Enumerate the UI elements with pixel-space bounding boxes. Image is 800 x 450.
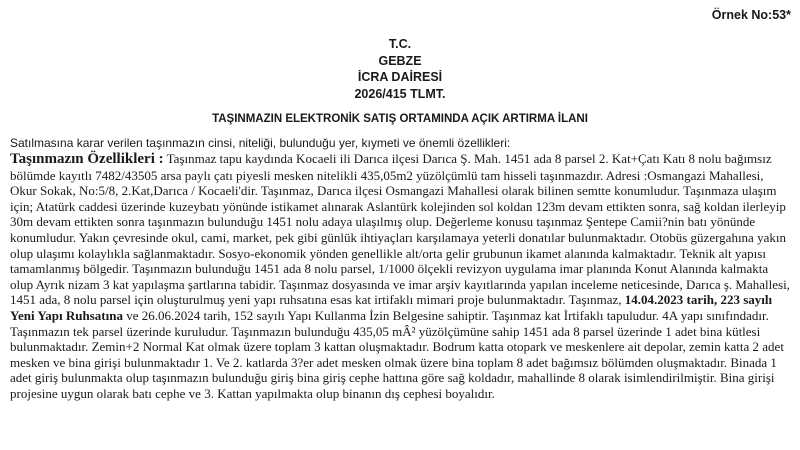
- document-header: [0, 36, 800, 102]
- sample-number: Örnek No:53*: [711, 8, 791, 22]
- header-line-file-no: 2026/415 TLMT.: [354, 86, 446, 101]
- permit-highlight: 14.04.2023 tarih, 223 sayılı Yeni Yapı Ruhsatına: [10, 292, 773, 323]
- intro-text: Satılmasına karar verilen taşınmazın cinsi, niteliği, bulunduğu yer, kıymeti ve önemli özellikleri:: [10, 136, 511, 150]
- document-title: TAŞINMAZIN ELEKTRONİK SATIŞ ORTAMINDA AÇIK ARTIRMA İLANI: [212, 113, 588, 125]
- header-line-city: GEBZE: [378, 53, 422, 68]
- description-part-1: Taşınmaz tapu kaydında Kocaeli ili Darıca ilçesi Darıca Ş. Mah. 1451 ada 8 parsel 2. Kat+Çatı Katı 8 nolu bağımsız bölümde kayıtlı 7482/43505 arsa paylı çatı piyesli mesken nitelikli 435,05m2 yüzölçümlü tam hisseli taşınmazdır. Adresi :Osmangazi Mahallesi, Okur Sokak, No:5/8, 2.Kat,Darıca / Kocaeli'dir. Taşınmaz, Darıca ilçesi Osmangazi Mahallesi olarak bilinen semtte konumludur. Taşınmaza ulaşım için; Atatürk caddesi üzerinde kuzeybatı yönünde istikamet alınarak Aslantürk kolejinden sol koldan 123m devam ettikten sonra, sağ koldan ilerleyip 30m devam ettikten sonra taşınmazın bulunduğu 1451 nolu adaya ulaşılmış olup. Değerleme konusu taşınmaz Şentepe Camii?nin batı yönünde konumludur. Yakın çevresinde okul, cami, market, pek gibi günlük ihtiyaçları karşılamaya yeterli donatılar bulunmaktadır. Otobüs güzergahına yakın olup ulaşımı kolaylıkla sağlanmaktadır. Sosyo-ekonomik yönden genellikle alt/orta gelir grubunun ikamet alanında kalmaktadır. Teknik alt yapısı tamamlanmış bölgedir. Taşınmazın bulunduğu 1451 ada 8 nolu parsel, 1/1000 ölçekli revizyon uygulama imar planında Konut Alanında kalmakta olup Ayrık nizam 3 kat yapılaşma şartlarına tabidir. Taşınmaz dosyasında ve imar arşiv kayıtlarında yapılan inceleme neticesinde, Darıca ş. Mahallesi, 1451 ada, 8 nolu parsel için oluşturulmuş yeni yapı ruhsatına esas kat irtifaklı mimari proje bulunmaktadır. Taşınmaz,: [10, 151, 790, 308]
- property-description: [10, 151, 792, 402]
- header-line-tc: T.C.: [388, 37, 412, 51]
- features-label: Taşınmazın Özellikleri :: [10, 151, 164, 167]
- header-line-office: İCRA DAİRESİ: [357, 70, 443, 84]
- description-part-2: ve 26.06.2024 tarih, 152 sayılı Yapı Kullanma İzin Belgesine sahiptir. Taşınmaz kat İrtifaklı tapuludur. 4A yapı sınıfındadır. Taşınmazın tek parsel üzerinde kuruludur. Taşınmazın bulunduğu 435,05 mÂ² yüzölçümüne sahip 1451 ada 8 parsel üzerinde 1 adet bina kütlesi bulunmaktadır. Zemin+2 Normal Kat olmak üzere toplam 3 kattan oluşmaktadır. Bodrum katta otopark ve meskenlere ait depolar, zemin katta 2 adet mesken ve bina girişi bulunmaktadır 1. Ve 2. katlarda 3?er adet mesken olmak üzere bina toplam 8 adet bağımsız bölümden oluşmaktadır. Binada 1 adet giriş bulunmakta olup taşınmazın bulunduğu giriş bina giriş cephe hattına göre sağ koldadır, mahallinde 8 olarak isimlendirilmiştir. Bina girişi projesine uygun olarak batı cephe ve 3. Kattan yapılmakta olup binanın dış cephesi boyalıdır.: [10, 307, 784, 401]
